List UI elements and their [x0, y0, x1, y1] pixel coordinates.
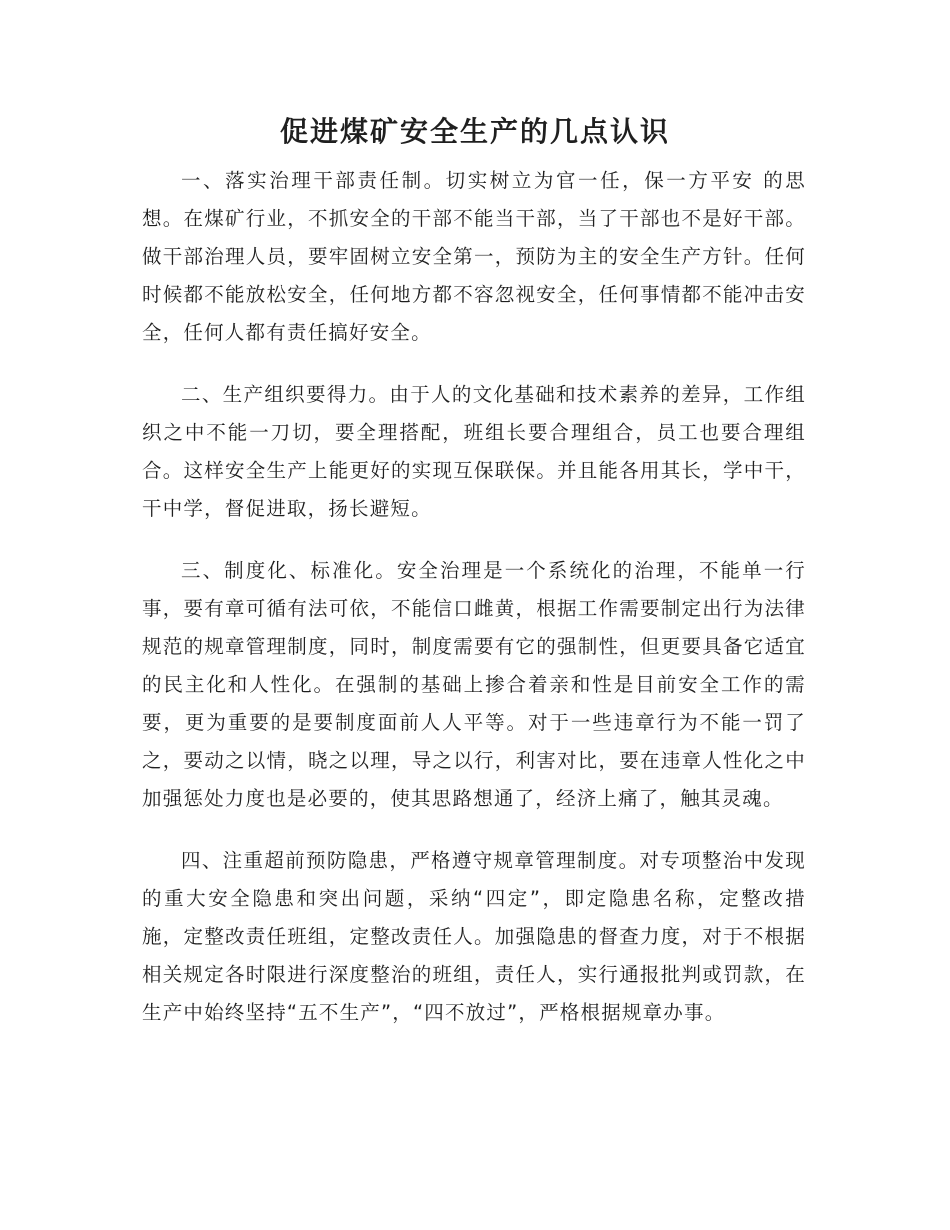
paragraph-1: 一、落实治理干部责任制。切实树立为官一任，保一方平安 的思想。在煤矿行业，不抓安全的干部不能当干部，当了干部也不是好干部。做干部治理人员，要牢固树立安全第一，预防为主的安全生产方针。任何时候都不能放松安全，任何地方都不容忽视安全，任何事情都不能冲击安全，任何人都有责任搞好安全。 — [142, 169, 806, 344]
paragraph-2: 二、生产组织要得力。由于人的文化基础和技术素养的差异，工作组织之中不能一刀切，要全理搭配，班组长要合理组合，员工也要合理组合。这样安全生产上能更好的实现互保联保。并且能各用其长，学中干，干中学，督促进取，扬长避短。 — [142, 383, 806, 520]
paragraph-4: 四、注重超前预防隐患，严格遵守规章管理制度。对专项整治中发现的重大安全隐患和突出问题，采纳“四定”，即定隐患名称，定整改措施，定整改责任班组，定整改责任人。加强隐患的督查力度，对于不根据相关规定各时限进行深度整治的班组，责任人，实行通报批判或罚款，在生产中始终坚持“五不生产”，“四不放过”，严格根据规章办事。 — [142, 849, 806, 1024]
document-body — [142, 162, 806, 1056]
document-title: 促进煤矿安全生产的几点认识 — [279, 115, 670, 148]
paragraph-3: 三、制度化、标准化。安全治理是一个系统化的治理，不能单一行事，要有章可循有法可依，不能信口雌黄，根据工作需要制定出行为法律规范的规章管理制度，同时，制度需要有它的强制性，但更要具备它适宜的民主化和人性化。在强制的基础上掺合着亲和性是目前安全工作的需要，更为重要的是要制度面前人人平等。对于一些违章行为不能一罚了之，要动之以情，晓之以理，导之以行，利害对比，要在违章人性化之中加强惩处力度也是必要的，使其思路想通了，经济上痛了，触其灵魂。 — [142, 559, 806, 810]
